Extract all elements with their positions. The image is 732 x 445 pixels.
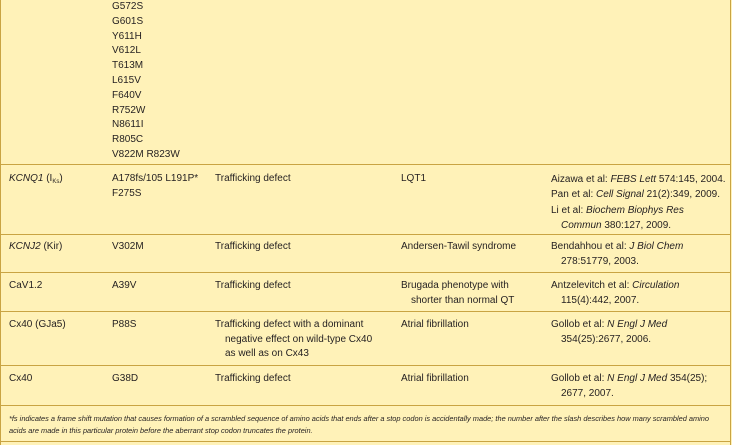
mechanism-text: Trafficking defect: [215, 280, 291, 291]
disease-text: LQT1: [401, 173, 427, 184]
disease-text: shorter than normal QT: [411, 294, 515, 306]
reference-citation: 380:127, 2009.: [601, 219, 672, 231]
mutation-text: A178fs/105 L191P*: [112, 173, 199, 184]
mutation-item: N8611I: [112, 119, 144, 131]
gene-name: KCNJ2: [9, 241, 41, 252]
gene-name: CaV1.2: [9, 280, 43, 291]
reference-author: Pan et al:: [551, 189, 597, 201]
mutation-cell: [112, 172, 208, 201]
reference: [551, 172, 727, 187]
reference-author: Aizawa et al:: [551, 174, 611, 185]
reference-citation: 21(2):349, 2009.: [643, 189, 721, 201]
reference-journal: N Engl J Med: [607, 319, 668, 330]
reference-journal: Commun: [561, 219, 602, 231]
reference-continued: 278:51779, 2003.: [561, 255, 639, 267]
disease-text: Atrial fibrillation: [401, 373, 469, 384]
mutation-text: P88S: [112, 319, 137, 330]
disease-cell: [401, 240, 541, 255]
reference-cell: [551, 372, 727, 401]
gene-cell: [9, 318, 105, 333]
disease-text: Andersen-Tawil syndrome: [401, 241, 517, 252]
mutation-cell: [112, 240, 208, 255]
gene-close: ): [59, 173, 63, 184]
row-divider: [0, 272, 731, 273]
mutation-item: V612L: [112, 45, 141, 57]
table-border-right: [730, 0, 731, 445]
gene-name: KCNQ1: [9, 173, 44, 184]
mechanism-cell: [215, 318, 395, 362]
row-divider: [0, 164, 731, 165]
reference-author: Antzelevitch et al:: [551, 280, 633, 291]
mutation-text: F275S: [112, 187, 142, 199]
mutation-item: T613M: [112, 60, 144, 72]
reference: [551, 279, 727, 294]
mechanism-text: as well as on Cx43: [225, 348, 309, 359]
reference-continued: 2677, 2007.: [561, 387, 614, 399]
mechanism-cell: [215, 240, 395, 255]
reference-journal: J Biol Chem: [629, 241, 684, 252]
table-border-bottom: [0, 441, 731, 442]
mutation-item: G601S: [112, 15, 144, 27]
disease-cell: [401, 318, 541, 333]
mutation-list-continued: [112, 0, 180, 163]
mutation-cell: [112, 279, 208, 294]
disease-text: Atrial fibrillation: [401, 319, 469, 330]
disease-cell: [401, 372, 541, 387]
mutation-item: R752W: [112, 104, 146, 116]
reference-citation: 354(25);: [667, 373, 708, 384]
reference-cell: [551, 318, 727, 347]
reference: [551, 203, 727, 218]
gene-cell: [9, 372, 105, 387]
mechanism-text: negative effect on wild-type Cx40: [225, 333, 373, 345]
gene-subscript: Ks: [52, 179, 60, 185]
mutation-text: V302M: [112, 241, 144, 252]
reference-journal: Biochem Biophys Res: [586, 204, 684, 216]
reference-continued: 354(25):2677, 2006.: [561, 333, 652, 345]
mutation-item: V822M R823W: [112, 148, 180, 160]
reference-cell: [551, 279, 727, 308]
reference-author: Li et al:: [551, 204, 587, 216]
reference-author: Bendahhou et al:: [551, 241, 630, 252]
disease-text: Brugada phenotype with: [401, 280, 509, 291]
reference-continued: 115(4):442, 2007.: [561, 294, 640, 306]
mutation-item: L615V: [112, 74, 141, 86]
mechanism-text: Trafficking defect with a dominant: [215, 319, 364, 330]
reference: [551, 372, 727, 387]
reference-author: Gollob et al:: [551, 319, 608, 330]
gene-name: Cx40 (GJa5): [9, 319, 66, 330]
reference-cell: [551, 172, 727, 233]
mutation-cell: [112, 318, 208, 333]
mechanism-text: Trafficking defect: [215, 241, 291, 252]
table-footnote: *fs indicates a frame shift mutation that causes formation of a scrambled sequence of amino acids that ends after a stop codon is accidentally made; the number after the slash describes how many scrambled amino acids are made in this particular protein before the aberrant stop codon truncates the protein.: [9, 414, 710, 435]
reference-journal: FEBS Lett: [610, 174, 657, 185]
mechanism-cell: [215, 372, 395, 387]
mechanism-cell: [215, 279, 395, 294]
row-divider: [0, 234, 731, 235]
reference-author: Gollob et al:: [551, 373, 608, 384]
gene-suffix: (Kir): [40, 241, 63, 252]
mutation-text: G38D: [112, 373, 139, 384]
reference-journal: Cell Signal: [596, 189, 644, 201]
gene-name: Cx40: [9, 373, 33, 384]
reference: [551, 187, 727, 202]
reference-journal: Circulation: [632, 280, 680, 291]
reference-continued: [551, 218, 727, 233]
reference-journal: N Engl J Med: [607, 373, 668, 384]
mutation-item: R805C: [112, 134, 144, 146]
mutation-item: Y611H: [112, 30, 142, 42]
mutation-text: A39V: [112, 280, 137, 291]
gene-cell: [9, 240, 105, 255]
reference-cell: [551, 240, 727, 269]
table-border-left: [0, 0, 1, 445]
mutation-item: G572S: [112, 1, 144, 12]
row-divider: [0, 311, 731, 312]
reference: [551, 240, 727, 255]
reference: [551, 318, 727, 333]
disease-cell: [401, 279, 541, 308]
reference-citation: 574:145, 2004.: [656, 174, 726, 185]
mutation-cell: [112, 372, 208, 387]
mechanism-text: Trafficking defect: [215, 373, 291, 384]
gene-cell: [9, 279, 105, 294]
gene-cell: [9, 172, 105, 190]
footnote-divider: [0, 405, 731, 406]
row-divider: [0, 365, 731, 366]
mechanism-cell: [215, 172, 395, 187]
disease-cell: [401, 172, 541, 187]
gene-suffix: (I: [43, 173, 53, 184]
mechanism-text: Trafficking defect: [215, 173, 291, 184]
mutation-item: F640V: [112, 89, 142, 101]
